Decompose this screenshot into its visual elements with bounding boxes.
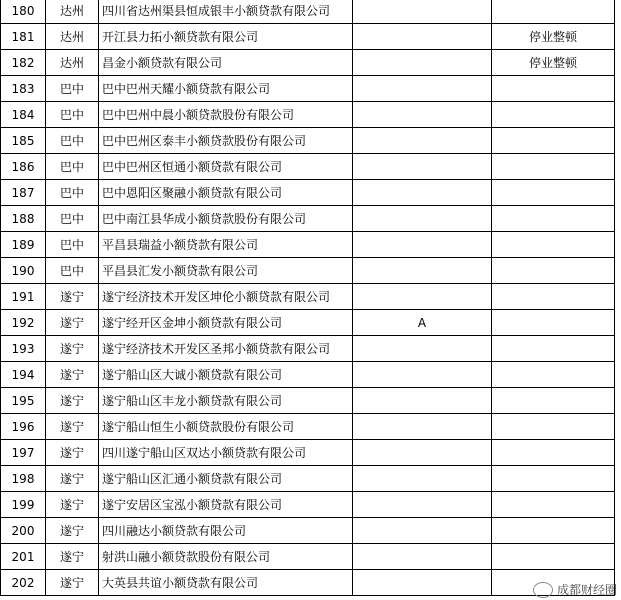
row-number: 192: [1, 310, 46, 336]
row-number: 183: [1, 76, 46, 102]
rating-cell: [353, 440, 492, 466]
rating-cell: [353, 388, 492, 414]
status-cell: [492, 440, 615, 466]
status-cell: [492, 232, 615, 258]
row-number: 180: [1, 0, 46, 24]
rating-cell: [353, 154, 492, 180]
row-number: 200: [1, 518, 46, 544]
table-row: [1, 76, 615, 102]
table-row: [1, 362, 615, 388]
row-number: 184: [1, 102, 46, 128]
rating-cell: [353, 206, 492, 232]
status-cell: 停业整顿: [492, 24, 615, 50]
row-number: 197: [1, 440, 46, 466]
company-name-cell: 四川遂宁船山区双达小额贷款有限公司: [99, 440, 353, 466]
status-cell: [492, 128, 615, 154]
rating-cell: [353, 414, 492, 440]
rating-cell: [353, 232, 492, 258]
watermark-text: 成都财经圈: [556, 583, 617, 597]
city-cell: 遂宁: [46, 414, 99, 440]
row-number: 186: [1, 154, 46, 180]
status-cell: [492, 362, 615, 388]
status-cell: [492, 102, 615, 128]
city-cell: 巴中: [46, 180, 99, 206]
status-cell: [492, 414, 615, 440]
table-row: [1, 544, 615, 570]
company-name-cell: 巴中恩阳区聚融小额贷款有限公司: [99, 180, 353, 206]
city-cell: 巴中: [46, 206, 99, 232]
table-row: [1, 466, 615, 492]
rating-cell: [353, 544, 492, 570]
row-number: 195: [1, 388, 46, 414]
company-name-cell: 开江县力拓小额贷款有限公司: [99, 24, 353, 50]
city-cell: 遂宁: [46, 310, 99, 336]
row-number: 190: [1, 258, 46, 284]
status-cell: [492, 466, 615, 492]
company-name-cell: 平昌县瑞益小额贷款有限公司: [99, 232, 353, 258]
table-row: [1, 336, 615, 362]
company-name-cell: 大英县共谊小额贷款有限公司: [99, 570, 353, 596]
row-number: 188: [1, 206, 46, 232]
city-cell: 遂宁: [46, 570, 99, 596]
company-name-cell: 巴中巴州中晨小额贷款股份有限公司: [99, 102, 353, 128]
status-cell: [492, 258, 615, 284]
company-name-cell: 遂宁船山恒生小额贷款股份有限公司: [99, 414, 353, 440]
table-row: [1, 570, 615, 596]
row-number: 187: [1, 180, 46, 206]
status-cell: [492, 0, 615, 24]
table-row: [1, 128, 615, 154]
row-number: 182: [1, 50, 46, 76]
row-number: 198: [1, 466, 46, 492]
wechat-icon: [533, 582, 553, 598]
city-cell: 遂宁: [46, 544, 99, 570]
status-cell: [492, 544, 615, 570]
city-cell: 遂宁: [46, 466, 99, 492]
city-cell: 巴中: [46, 232, 99, 258]
rating-cell: [353, 362, 492, 388]
status-cell: [492, 336, 615, 362]
company-name-cell: 遂宁安居区宝泓小额贷款有限公司: [99, 492, 353, 518]
company-name-cell: 昌金小额贷款有限公司: [99, 50, 353, 76]
row-number: 196: [1, 414, 46, 440]
rating-cell: [353, 50, 492, 76]
city-cell: 遂宁: [46, 284, 99, 310]
status-cell: [492, 492, 615, 518]
status-cell: [492, 154, 615, 180]
rating-cell: [353, 102, 492, 128]
company-name-cell: 遂宁经济技术开发区圣邦小额贷款有限公司: [99, 336, 353, 362]
row-number: 194: [1, 362, 46, 388]
rating-cell: [353, 24, 492, 50]
rating-cell: A: [353, 310, 492, 336]
rating-cell: [353, 336, 492, 362]
city-cell: 巴中: [46, 102, 99, 128]
company-name-cell: 巴中巴州区恒通小额贷款有限公司: [99, 154, 353, 180]
table-row: [1, 518, 615, 544]
city-cell: 遂宁: [46, 440, 99, 466]
city-cell: 遂宁: [46, 388, 99, 414]
table-row: [1, 24, 615, 50]
status-cell: [492, 388, 615, 414]
rating-cell: [353, 518, 492, 544]
table-row: [1, 310, 615, 336]
rating-cell: [353, 466, 492, 492]
city-cell: 达州: [46, 50, 99, 76]
company-name-cell: 四川省达州渠县恒成银丰小额贷款有限公司: [99, 0, 353, 24]
company-name-cell: 遂宁经济技术开发区坤伦小额贷款有限公司: [99, 284, 353, 310]
row-number: 201: [1, 544, 46, 570]
city-cell: 遂宁: [46, 336, 99, 362]
company-name-cell: 遂宁船山区大诚小额贷款有限公司: [99, 362, 353, 388]
table-row: [1, 102, 615, 128]
table-row: [1, 180, 615, 206]
company-name-cell: 射洪山融小额贷款股份有限公司: [99, 544, 353, 570]
rating-cell: [353, 570, 492, 596]
company-name-cell: 巴中南江县华成小额贷款股份有限公司: [99, 206, 353, 232]
table-row: [1, 206, 615, 232]
row-number: 202: [1, 570, 46, 596]
city-cell: 遂宁: [46, 492, 99, 518]
watermark: [533, 581, 617, 598]
row-number: 193: [1, 336, 46, 362]
rating-cell: [353, 258, 492, 284]
rating-cell: [353, 180, 492, 206]
table-row: [1, 414, 615, 440]
rating-cell: [353, 492, 492, 518]
rating-cell: [353, 76, 492, 102]
company-name-cell: 遂宁船山区丰龙小额贷款有限公司: [99, 388, 353, 414]
table-row: [1, 388, 615, 414]
company-name-cell: 遂宁经开区金坤小额贷款有限公司: [99, 310, 353, 336]
row-number: 189: [1, 232, 46, 258]
city-cell: 巴中: [46, 76, 99, 102]
city-cell: 达州: [46, 24, 99, 50]
row-number: 185: [1, 128, 46, 154]
status-cell: [492, 180, 615, 206]
table-row: [1, 492, 615, 518]
city-cell: 遂宁: [46, 362, 99, 388]
status-cell: [492, 76, 615, 102]
city-cell: 达州: [46, 0, 99, 24]
company-name-cell: 四川融达小额贷款有限公司: [99, 518, 353, 544]
rating-cell: [353, 284, 492, 310]
row-number: 191: [1, 284, 46, 310]
row-number: 181: [1, 24, 46, 50]
rating-cell: [353, 0, 492, 24]
table-body: [1, 0, 615, 596]
status-cell: [492, 518, 615, 544]
company-name-cell: 遂宁船山区汇通小额贷款有限公司: [99, 466, 353, 492]
company-name-cell: 平昌县汇发小额贷款有限公司: [99, 258, 353, 284]
table-row: [1, 284, 615, 310]
status-cell: 停业整顿: [492, 50, 615, 76]
company-name-cell: 巴中巴州区泰丰小额贷款股份有限公司: [99, 128, 353, 154]
table-row: [1, 50, 615, 76]
table-row: [1, 154, 615, 180]
city-cell: 遂宁: [46, 518, 99, 544]
rating-cell: [353, 128, 492, 154]
table-row: [1, 232, 615, 258]
table-row: [1, 440, 615, 466]
city-cell: 巴中: [46, 258, 99, 284]
status-cell: [492, 284, 615, 310]
status-cell: [492, 310, 615, 336]
table-row: [1, 0, 615, 24]
status-cell: [492, 206, 615, 232]
city-cell: 巴中: [46, 154, 99, 180]
city-cell: 巴中: [46, 128, 99, 154]
table-row: [1, 258, 615, 284]
row-number: 199: [1, 492, 46, 518]
company-name-cell: 巴中巴州天耀小额贷款有限公司: [99, 76, 353, 102]
